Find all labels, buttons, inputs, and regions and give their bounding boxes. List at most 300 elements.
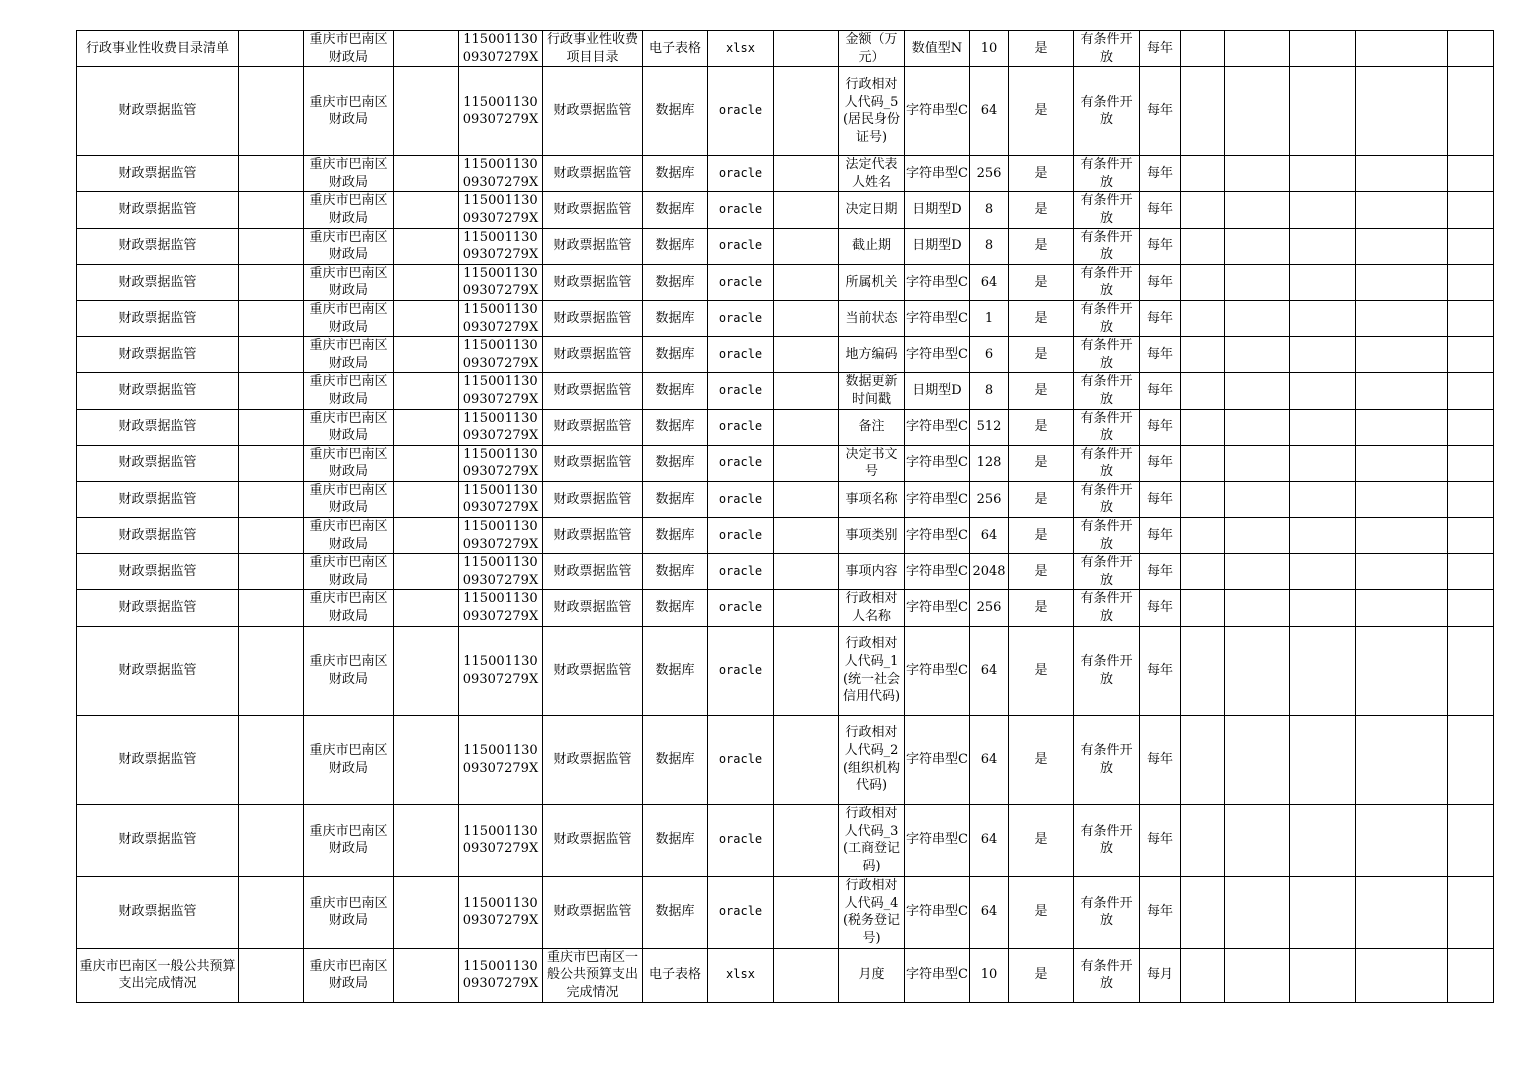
field-name-cell: 决定书文号 xyxy=(839,445,905,481)
provider-department-cell: 重庆市巴南区财政局 xyxy=(304,337,394,373)
field-type-cell: 日期型D xyxy=(905,228,970,264)
data-resource-name-cell: 财政票据监管 xyxy=(77,300,239,336)
data-resource-name-cell: 重庆市巴南区一般公共预算支出完成情况 xyxy=(77,948,239,1002)
information-item-cell: 财政票据监管 xyxy=(543,554,643,590)
provider-department-cell: 重庆市巴南区财政局 xyxy=(304,300,394,336)
empty-cell xyxy=(1225,590,1290,626)
provider-department-cell: 重庆市巴南区财政局 xyxy=(304,590,394,626)
empty-cell xyxy=(394,373,459,409)
empty-cell xyxy=(394,590,459,626)
field-name-cell: 月度 xyxy=(839,948,905,1002)
information-item-cell: 财政票据监管 xyxy=(543,804,643,876)
storage-format-cell: 电子表格 xyxy=(643,31,708,67)
provider-department-cell: 重庆市巴南区财政局 xyxy=(304,626,394,715)
is-shared-cell: 是 xyxy=(1009,264,1074,300)
empty-cell xyxy=(774,804,839,876)
empty-cell xyxy=(1181,481,1225,517)
field-name-cell: 事项类别 xyxy=(839,518,905,554)
is-shared-cell: 是 xyxy=(1009,373,1074,409)
open-type-cell: 有条件开放 xyxy=(1074,481,1140,517)
department-code-cell: 11500113009307279X xyxy=(459,445,543,481)
empty-cell xyxy=(1225,715,1290,804)
information-item-cell: 财政票据监管 xyxy=(543,481,643,517)
field-name-cell: 金额（万元） xyxy=(839,31,905,67)
empty-cell xyxy=(1448,445,1494,481)
field-type-cell: 字符串型C xyxy=(905,481,970,517)
empty-cell xyxy=(394,264,459,300)
empty-cell xyxy=(1356,264,1448,300)
is-shared-cell: 是 xyxy=(1009,626,1074,715)
empty-cell xyxy=(774,590,839,626)
department-code-cell: 11500113009307279X xyxy=(459,67,543,156)
empty-cell xyxy=(1290,373,1356,409)
information-item-cell: 财政票据监管 xyxy=(543,626,643,715)
empty-cell xyxy=(394,626,459,715)
field-length-cell: 64 xyxy=(970,518,1009,554)
format-type-cell: xlsx xyxy=(708,31,774,67)
information-item-cell: 财政票据监管 xyxy=(543,715,643,804)
empty-cell xyxy=(239,31,304,67)
table-row xyxy=(77,192,1494,228)
empty-cell xyxy=(774,67,839,156)
department-code-cell: 11500113009307279X xyxy=(459,373,543,409)
update-cycle-cell: 每年 xyxy=(1140,804,1181,876)
field-length-cell: 10 xyxy=(970,948,1009,1002)
empty-cell xyxy=(774,626,839,715)
empty-cell xyxy=(774,876,839,948)
empty-cell xyxy=(774,409,839,445)
provider-department-cell: 重庆市巴南区财政局 xyxy=(304,445,394,481)
empty-cell xyxy=(1181,156,1225,192)
is-shared-cell: 是 xyxy=(1009,31,1074,67)
empty-cell xyxy=(1448,31,1494,67)
empty-cell xyxy=(1356,554,1448,590)
format-type-cell: oracle xyxy=(708,192,774,228)
storage-format-cell: 数据库 xyxy=(643,373,708,409)
open-type-cell: 有条件开放 xyxy=(1074,445,1140,481)
update-cycle-cell: 每月 xyxy=(1140,948,1181,1002)
empty-cell xyxy=(239,518,304,554)
empty-cell xyxy=(1290,481,1356,517)
empty-cell xyxy=(1181,804,1225,876)
format-type-cell: oracle xyxy=(708,156,774,192)
empty-cell xyxy=(1356,300,1448,336)
empty-cell xyxy=(239,590,304,626)
empty-cell xyxy=(1290,804,1356,876)
field-length-cell: 2048 xyxy=(970,554,1009,590)
empty-cell xyxy=(1181,626,1225,715)
is-shared-cell: 是 xyxy=(1009,554,1074,590)
empty-cell xyxy=(1356,876,1448,948)
field-length-cell: 64 xyxy=(970,804,1009,876)
storage-format-cell: 电子表格 xyxy=(643,948,708,1002)
empty-cell xyxy=(1181,264,1225,300)
is-shared-cell: 是 xyxy=(1009,804,1074,876)
empty-cell xyxy=(1181,31,1225,67)
empty-cell xyxy=(239,554,304,590)
storage-format-cell: 数据库 xyxy=(643,156,708,192)
empty-cell xyxy=(1225,409,1290,445)
empty-cell xyxy=(1448,156,1494,192)
open-type-cell: 有条件开放 xyxy=(1074,409,1140,445)
field-name-cell: 法定代表人姓名 xyxy=(839,156,905,192)
storage-format-cell: 数据库 xyxy=(643,876,708,948)
empty-cell xyxy=(1225,337,1290,373)
data-resource-name-cell: 财政票据监管 xyxy=(77,67,239,156)
is-shared-cell: 是 xyxy=(1009,192,1074,228)
is-shared-cell: 是 xyxy=(1009,156,1074,192)
format-type-cell: oracle xyxy=(708,876,774,948)
empty-cell xyxy=(1448,228,1494,264)
empty-cell xyxy=(1448,948,1494,1002)
department-code-cell: 11500113009307279X xyxy=(459,481,543,517)
is-shared-cell: 是 xyxy=(1009,67,1074,156)
field-name-cell: 地方编码 xyxy=(839,337,905,373)
empty-cell xyxy=(394,948,459,1002)
empty-cell xyxy=(394,445,459,481)
open-type-cell: 有条件开放 xyxy=(1074,626,1140,715)
field-type-cell: 字符串型C xyxy=(905,67,970,156)
field-length-cell: 64 xyxy=(970,264,1009,300)
empty-cell xyxy=(239,876,304,948)
is-shared-cell: 是 xyxy=(1009,409,1074,445)
update-cycle-cell: 每年 xyxy=(1140,715,1181,804)
table-row xyxy=(77,67,1494,156)
field-name-cell: 事项名称 xyxy=(839,481,905,517)
empty-cell xyxy=(1225,481,1290,517)
empty-cell xyxy=(774,337,839,373)
field-name-cell: 所属机关 xyxy=(839,264,905,300)
update-cycle-cell: 每年 xyxy=(1140,264,1181,300)
field-length-cell: 128 xyxy=(970,445,1009,481)
table-row xyxy=(77,31,1494,67)
field-type-cell: 字符串型C xyxy=(905,590,970,626)
open-type-cell: 有条件开放 xyxy=(1074,715,1140,804)
field-type-cell: 字符串型C xyxy=(905,264,970,300)
open-type-cell: 有条件开放 xyxy=(1074,948,1140,1002)
storage-format-cell: 数据库 xyxy=(643,481,708,517)
department-code-cell: 11500113009307279X xyxy=(459,409,543,445)
format-type-cell: oracle xyxy=(708,67,774,156)
department-code-cell: 11500113009307279X xyxy=(459,804,543,876)
field-name-cell: 行政相对人名称 xyxy=(839,590,905,626)
empty-cell xyxy=(1356,228,1448,264)
empty-cell xyxy=(1448,804,1494,876)
update-cycle-cell: 每年 xyxy=(1140,445,1181,481)
is-shared-cell: 是 xyxy=(1009,715,1074,804)
format-type-cell: oracle xyxy=(708,481,774,517)
field-type-cell: 字符串型C xyxy=(905,626,970,715)
information-item-cell: 行政事业性收费项目目录 xyxy=(543,31,643,67)
table-row xyxy=(77,300,1494,336)
is-shared-cell: 是 xyxy=(1009,876,1074,948)
is-shared-cell: 是 xyxy=(1009,590,1074,626)
empty-cell xyxy=(239,373,304,409)
table-row xyxy=(77,518,1494,554)
storage-format-cell: 数据库 xyxy=(643,715,708,804)
empty-cell xyxy=(774,300,839,336)
table-row xyxy=(77,337,1494,373)
empty-cell xyxy=(1448,554,1494,590)
empty-cell xyxy=(1225,264,1290,300)
update-cycle-cell: 每年 xyxy=(1140,31,1181,67)
field-type-cell: 字符串型C xyxy=(905,948,970,1002)
format-type-cell: oracle xyxy=(708,373,774,409)
storage-format-cell: 数据库 xyxy=(643,445,708,481)
field-type-cell: 字符串型C xyxy=(905,409,970,445)
field-length-cell: 8 xyxy=(970,228,1009,264)
table-row xyxy=(77,264,1494,300)
empty-cell xyxy=(774,445,839,481)
provider-department-cell: 重庆市巴南区财政局 xyxy=(304,192,394,228)
field-type-cell: 字符串型C xyxy=(905,554,970,590)
update-cycle-cell: 每年 xyxy=(1140,300,1181,336)
field-length-cell: 64 xyxy=(970,876,1009,948)
empty-cell xyxy=(239,481,304,517)
empty-cell xyxy=(1181,337,1225,373)
field-type-cell: 字符串型C xyxy=(905,876,970,948)
empty-cell xyxy=(394,156,459,192)
field-name-cell: 行政相对人代码_2(组织机构代码) xyxy=(839,715,905,804)
field-length-cell: 512 xyxy=(970,409,1009,445)
empty-cell xyxy=(1225,31,1290,67)
empty-cell xyxy=(1448,481,1494,517)
field-name-cell: 行政相对人代码_3(工商登记码) xyxy=(839,804,905,876)
department-code-cell: 11500113009307279X xyxy=(459,192,543,228)
empty-cell xyxy=(1356,590,1448,626)
field-length-cell: 256 xyxy=(970,481,1009,517)
data-resource-name-cell: 财政票据监管 xyxy=(77,876,239,948)
empty-cell xyxy=(1290,228,1356,264)
field-length-cell: 256 xyxy=(970,590,1009,626)
empty-cell xyxy=(1356,804,1448,876)
empty-cell xyxy=(1356,445,1448,481)
field-name-cell: 数据更新时间戳 xyxy=(839,373,905,409)
field-type-cell: 日期型D xyxy=(905,192,970,228)
empty-cell xyxy=(1356,518,1448,554)
empty-cell xyxy=(1225,445,1290,481)
empty-cell xyxy=(1181,409,1225,445)
update-cycle-cell: 每年 xyxy=(1140,876,1181,948)
update-cycle-cell: 每年 xyxy=(1140,554,1181,590)
empty-cell xyxy=(1448,67,1494,156)
empty-cell xyxy=(1448,715,1494,804)
open-type-cell: 有条件开放 xyxy=(1074,31,1140,67)
empty-cell xyxy=(239,715,304,804)
data-resource-name-cell: 财政票据监管 xyxy=(77,554,239,590)
empty-cell xyxy=(1290,518,1356,554)
department-code-cell: 11500113009307279X xyxy=(459,715,543,804)
information-item-cell: 财政票据监管 xyxy=(543,264,643,300)
department-code-cell: 11500113009307279X xyxy=(459,876,543,948)
storage-format-cell: 数据库 xyxy=(643,518,708,554)
empty-cell xyxy=(1225,804,1290,876)
empty-cell xyxy=(239,67,304,156)
field-length-cell: 256 xyxy=(970,156,1009,192)
empty-cell xyxy=(394,554,459,590)
empty-cell xyxy=(1356,192,1448,228)
storage-format-cell: 数据库 xyxy=(643,264,708,300)
empty-cell xyxy=(1448,373,1494,409)
update-cycle-cell: 每年 xyxy=(1140,590,1181,626)
field-type-cell: 日期型D xyxy=(905,373,970,409)
is-shared-cell: 是 xyxy=(1009,228,1074,264)
format-type-cell: oracle xyxy=(708,409,774,445)
update-cycle-cell: 每年 xyxy=(1140,156,1181,192)
empty-cell xyxy=(239,300,304,336)
department-code-cell: 11500113009307279X xyxy=(459,31,543,67)
open-type-cell: 有条件开放 xyxy=(1074,804,1140,876)
empty-cell xyxy=(1356,626,1448,715)
table-row xyxy=(77,373,1494,409)
provider-department-cell: 重庆市巴南区财政局 xyxy=(304,264,394,300)
empty-cell xyxy=(1290,948,1356,1002)
empty-cell xyxy=(774,264,839,300)
data-resource-name-cell: 财政票据监管 xyxy=(77,445,239,481)
provider-department-cell: 重庆市巴南区财政局 xyxy=(304,228,394,264)
empty-cell xyxy=(1448,626,1494,715)
table-row xyxy=(77,948,1494,1002)
empty-cell xyxy=(394,518,459,554)
format-type-cell: oracle xyxy=(708,804,774,876)
empty-cell xyxy=(1290,156,1356,192)
empty-cell xyxy=(394,228,459,264)
field-length-cell: 64 xyxy=(970,67,1009,156)
empty-cell xyxy=(774,373,839,409)
open-type-cell: 有条件开放 xyxy=(1074,192,1140,228)
empty-cell xyxy=(1181,300,1225,336)
empty-cell xyxy=(239,228,304,264)
field-type-cell: 字符串型C xyxy=(905,156,970,192)
provider-department-cell: 重庆市巴南区财政局 xyxy=(304,518,394,554)
empty-cell xyxy=(1448,876,1494,948)
department-code-cell: 11500113009307279X xyxy=(459,228,543,264)
field-name-cell: 当前状态 xyxy=(839,300,905,336)
field-length-cell: 1 xyxy=(970,300,1009,336)
empty-cell xyxy=(1290,554,1356,590)
information-item-cell: 财政票据监管 xyxy=(543,590,643,626)
empty-cell xyxy=(1290,445,1356,481)
empty-cell xyxy=(1290,715,1356,804)
data-resource-name-cell: 行政事业性收费目录清单 xyxy=(77,31,239,67)
storage-format-cell: 数据库 xyxy=(643,804,708,876)
table-row xyxy=(77,409,1494,445)
empty-cell xyxy=(1290,876,1356,948)
format-type-cell: xlsx xyxy=(708,948,774,1002)
empty-cell xyxy=(1356,948,1448,1002)
empty-cell xyxy=(1290,67,1356,156)
empty-cell xyxy=(1356,31,1448,67)
provider-department-cell: 重庆市巴南区财政局 xyxy=(304,554,394,590)
empty-cell xyxy=(394,337,459,373)
department-code-cell: 11500113009307279X xyxy=(459,554,543,590)
format-type-cell: oracle xyxy=(708,264,774,300)
empty-cell xyxy=(394,192,459,228)
department-code-cell: 11500113009307279X xyxy=(459,948,543,1002)
empty-cell xyxy=(1356,715,1448,804)
field-name-cell: 行政相对人代码_4(税务登记号) xyxy=(839,876,905,948)
data-resource-name-cell: 财政票据监管 xyxy=(77,804,239,876)
open-type-cell: 有条件开放 xyxy=(1074,337,1140,373)
is-shared-cell: 是 xyxy=(1009,300,1074,336)
empty-cell xyxy=(394,804,459,876)
empty-cell xyxy=(1225,518,1290,554)
update-cycle-cell: 每年 xyxy=(1140,337,1181,373)
empty-cell xyxy=(1181,715,1225,804)
field-type-cell: 字符串型C xyxy=(905,300,970,336)
is-shared-cell: 是 xyxy=(1009,518,1074,554)
storage-format-cell: 数据库 xyxy=(643,67,708,156)
information-item-cell: 财政票据监管 xyxy=(543,67,643,156)
empty-cell xyxy=(774,948,839,1002)
field-name-cell: 事项内容 xyxy=(839,554,905,590)
open-type-cell: 有条件开放 xyxy=(1074,554,1140,590)
storage-format-cell: 数据库 xyxy=(643,409,708,445)
table-row xyxy=(77,804,1494,876)
provider-department-cell: 重庆市巴南区财政局 xyxy=(304,373,394,409)
data-resource-name-cell: 财政票据监管 xyxy=(77,590,239,626)
field-type-cell: 字符串型C xyxy=(905,518,970,554)
storage-format-cell: 数据库 xyxy=(643,228,708,264)
open-type-cell: 有条件开放 xyxy=(1074,67,1140,156)
provider-department-cell: 重庆市巴南区财政局 xyxy=(304,409,394,445)
empty-cell xyxy=(239,337,304,373)
data-resource-name-cell: 财政票据监管 xyxy=(77,409,239,445)
empty-cell xyxy=(1356,409,1448,445)
department-code-cell: 11500113009307279X xyxy=(459,626,543,715)
format-type-cell: oracle xyxy=(708,300,774,336)
information-item-cell: 财政票据监管 xyxy=(543,445,643,481)
update-cycle-cell: 每年 xyxy=(1140,481,1181,517)
department-code-cell: 11500113009307279X xyxy=(459,300,543,336)
empty-cell xyxy=(1181,948,1225,1002)
information-item-cell: 财政票据监管 xyxy=(543,300,643,336)
empty-cell xyxy=(1356,481,1448,517)
table-row xyxy=(77,481,1494,517)
information-item-cell: 财政票据监管 xyxy=(543,518,643,554)
open-type-cell: 有条件开放 xyxy=(1074,264,1140,300)
empty-cell xyxy=(1225,192,1290,228)
field-type-cell: 字符串型C xyxy=(905,337,970,373)
open-type-cell: 有条件开放 xyxy=(1074,590,1140,626)
information-item-cell: 财政票据监管 xyxy=(543,192,643,228)
format-type-cell: oracle xyxy=(708,554,774,590)
empty-cell xyxy=(1225,300,1290,336)
data-resource-name-cell: 财政票据监管 xyxy=(77,373,239,409)
empty-cell xyxy=(1448,337,1494,373)
update-cycle-cell: 每年 xyxy=(1140,373,1181,409)
data-resource-name-cell: 财政票据监管 xyxy=(77,481,239,517)
empty-cell xyxy=(774,31,839,67)
table-row xyxy=(77,590,1494,626)
empty-cell xyxy=(239,626,304,715)
update-cycle-cell: 每年 xyxy=(1140,518,1181,554)
data-catalog-table xyxy=(76,30,1494,1003)
field-length-cell: 8 xyxy=(970,192,1009,228)
data-resource-name-cell: 财政票据监管 xyxy=(77,337,239,373)
field-length-cell: 6 xyxy=(970,337,1009,373)
empty-cell xyxy=(1290,264,1356,300)
provider-department-cell: 重庆市巴南区财政局 xyxy=(304,156,394,192)
department-code-cell: 11500113009307279X xyxy=(459,590,543,626)
data-resource-name-cell: 财政票据监管 xyxy=(77,626,239,715)
update-cycle-cell: 每年 xyxy=(1140,67,1181,156)
provider-department-cell: 重庆市巴南区财政局 xyxy=(304,31,394,67)
department-code-cell: 11500113009307279X xyxy=(459,337,543,373)
open-type-cell: 有条件开放 xyxy=(1074,228,1140,264)
empty-cell xyxy=(1181,373,1225,409)
data-resource-name-cell: 财政票据监管 xyxy=(77,192,239,228)
